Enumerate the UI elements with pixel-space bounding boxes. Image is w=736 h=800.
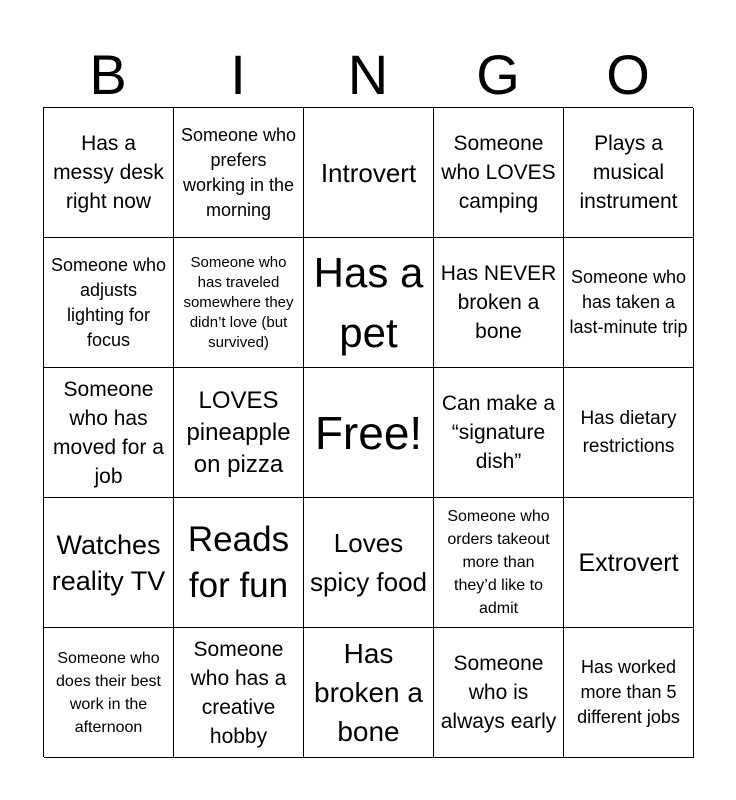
bingo-cell[interactable]	[44, 108, 174, 238]
cell-text: Someone who has traveled somewhere they didn’t love (but survived)	[183, 253, 294, 351]
bingo-cell[interactable]	[174, 498, 304, 628]
free-space-cell[interactable]	[304, 368, 434, 498]
bingo-cell[interactable]	[304, 238, 434, 368]
bingo-cell[interactable]	[564, 498, 694, 628]
bingo-cell[interactable]	[174, 368, 304, 498]
header-letter-o: O	[606, 43, 650, 106]
bingo-cell[interactable]	[174, 628, 304, 758]
header-letter-g: G	[476, 43, 520, 106]
cell-text: Someone who adjusts lighting for focus	[50, 254, 167, 350]
bingo-cell[interactable]	[564, 238, 694, 368]
header-letter-n: N	[347, 43, 389, 106]
bingo-cell[interactable]	[44, 238, 174, 368]
bingo-cell[interactable]	[564, 628, 694, 758]
cell-text: Plays a musical instrument	[579, 132, 678, 213]
bingo-cell[interactable]	[434, 498, 564, 628]
bingo-cell[interactable]	[44, 628, 174, 758]
bingo-cell[interactable]	[434, 368, 564, 498]
bingo-cell[interactable]	[304, 628, 434, 758]
free-space-text: Free!	[314, 406, 423, 459]
cell-text: Loves spicy food	[309, 527, 428, 597]
cell-text: Someone who has a creative hobby	[190, 637, 287, 748]
bingo-cell[interactable]	[304, 498, 434, 628]
cell-text: Has a messy desk right now	[53, 132, 164, 213]
bingo-cell[interactable]	[44, 498, 174, 628]
cell-text: Someone who has moved for a job	[53, 377, 164, 488]
cell-text: Can make a “signature dish”	[441, 392, 556, 473]
cell-text: Someone who is always early	[440, 652, 557, 733]
cell-text: Watches reality TV	[51, 529, 166, 596]
bingo-cell[interactable]	[564, 368, 694, 498]
cell-text: Someone who LOVES camping	[441, 132, 556, 213]
cell-text: Has broken a bone	[314, 638, 423, 747]
cell-text: Someone who prefers working in the morning	[180, 124, 297, 220]
bingo-cell[interactable]	[434, 628, 564, 758]
bingo-cell[interactable]	[434, 238, 564, 368]
header-letter-i: I	[230, 43, 246, 106]
cell-text: Someone who does their best work in the afternoon	[56, 649, 161, 736]
header-letter-b: B	[89, 43, 127, 106]
cell-text: Someone who orders takeout more than they’d like to admit	[447, 508, 550, 617]
bingo-header	[43, 44, 693, 106]
cell-text: Introvert	[320, 157, 417, 188]
cell-text: Has NEVER broken a bone	[440, 262, 557, 343]
cell-text: LOVES pineapple on pizza	[186, 386, 291, 478]
cell-text: Someone who has taken a last-minute trip	[569, 267, 688, 337]
bingo-cell[interactable]	[44, 368, 174, 498]
bingo-cell[interactable]	[174, 108, 304, 238]
cell-text: Has worked more than 5 different jobs	[577, 657, 680, 727]
bingo-cell[interactable]	[174, 238, 304, 368]
cell-text: Reads for fun	[187, 519, 290, 605]
cell-text: Has dietary restrictions	[580, 407, 677, 457]
bingo-board	[43, 107, 693, 757]
cell-text: Has a pet	[313, 248, 424, 356]
bingo-cell[interactable]	[304, 108, 434, 238]
bingo-cell[interactable]	[564, 108, 694, 238]
bingo-cell[interactable]	[434, 108, 564, 238]
cell-text: Extrovert	[578, 548, 679, 577]
